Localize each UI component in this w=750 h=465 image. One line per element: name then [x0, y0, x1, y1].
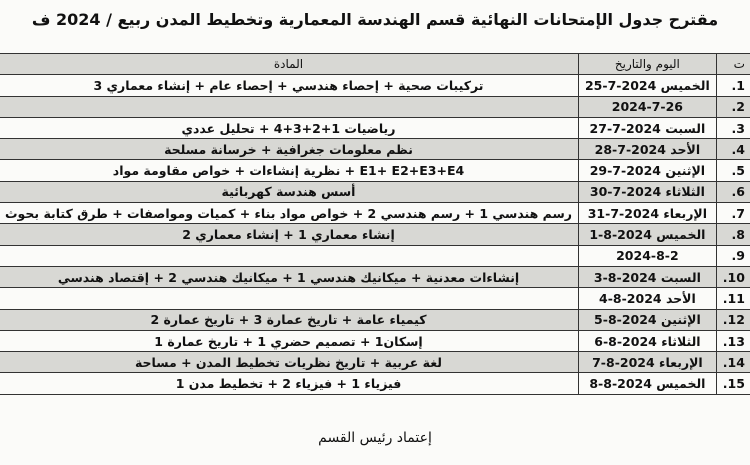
- row-subject: [0, 288, 578, 309]
- document-title: مقترح جدول الإمتحانات النهائية قسم الهندسة المعمارية وتخطيط المدن ربيع / 2024 ف: [31, 10, 719, 29]
- approval-signature-label: إعتماد رئيس القسم: [318, 430, 432, 446]
- row-date: الخميس 2024-7-25: [578, 75, 716, 96]
- row-date: الإثنين 2024-8-5: [578, 309, 716, 330]
- row-number: 8.: [716, 224, 750, 245]
- row-subject: رياضيات 1+2+3+4 + تحليل عددي: [0, 117, 578, 138]
- row-subject: كيمياء عامة + تاريخ عمارة 3 + تاريخ عمارة 2: [0, 309, 578, 330]
- row-number: 10.: [716, 266, 750, 287]
- row-number: 15.: [716, 373, 750, 394]
- row-date: الخميس 2024-8-8: [578, 373, 716, 394]
- row-subject: إنشاءات معدنية + ميكانيك هندسي 1 + ميكانيك هندسي 2 + إقتصاد هندسي: [0, 266, 578, 287]
- table-row: [0, 309, 750, 330]
- row-subject: فيزياء 1 + فيزياء 2 + تخطيط مدن 1: [0, 373, 578, 394]
- row-subject: E1+ E2+E3+E4 + نظرية إنشاءات + خواص مقاومة مواد: [0, 160, 578, 181]
- table-row: [0, 139, 750, 160]
- header-subject: المادة: [0, 54, 578, 75]
- row-date: السبت 2024-7-27: [578, 117, 716, 138]
- table-row: [0, 224, 750, 245]
- row-date: الخميس 2024-8-1: [578, 224, 716, 245]
- row-number: 7.: [716, 203, 750, 224]
- header-number: ت: [716, 54, 750, 75]
- table-row: [0, 203, 750, 224]
- row-number: 3.: [716, 117, 750, 138]
- row-date: الإثنين 2024-7-29: [578, 160, 716, 181]
- row-number: 14.: [716, 352, 750, 373]
- row-date: الإربعاء 2024-7-31: [578, 203, 716, 224]
- table-row: [0, 160, 750, 181]
- row-date: السبت 2024-8-3: [578, 266, 716, 287]
- row-number: 2.: [716, 96, 750, 117]
- row-date: 2024-7-26: [578, 96, 716, 117]
- table-row: [0, 266, 750, 287]
- row-subject: أسس هندسة كهربائية: [0, 181, 578, 202]
- row-subject: [0, 96, 578, 117]
- row-subject: تركيبات صحية + إحصاء هندسي + إحصاء عام + إنشاء معماري 3: [0, 75, 578, 96]
- row-subject: إنشاء معماري 1 + إنشاء معماري 2: [0, 224, 578, 245]
- table-row: [0, 117, 750, 138]
- row-number: 9.: [716, 245, 750, 266]
- row-number: 11.: [716, 288, 750, 309]
- exam-schedule-table: [0, 53, 750, 395]
- row-number: 1.: [716, 75, 750, 96]
- row-subject: لغة عربية + تاريخ نظريات تخطيط المدن + مساحة: [0, 352, 578, 373]
- table-row: [0, 352, 750, 373]
- row-date: 2024-8-2: [578, 245, 716, 266]
- row-date: الثلاثاء 2024-8-6: [578, 330, 716, 351]
- row-number: 5.: [716, 160, 750, 181]
- table-row: [0, 181, 750, 202]
- row-subject: [0, 245, 578, 266]
- row-number: 6.: [716, 181, 750, 202]
- table-row: [0, 288, 750, 309]
- table-row: [0, 75, 750, 96]
- row-subject: إسكان1 + تصميم حضري 1 + تاريخ عمارة 1: [0, 330, 578, 351]
- row-subject: نظم معلومات جغرافية + خرسانة مسلحة: [0, 139, 578, 160]
- table-row: [0, 245, 750, 266]
- table-row: [0, 330, 750, 351]
- row-number: 13.: [716, 330, 750, 351]
- table-row: [0, 96, 750, 117]
- header-date: اليوم والتاريخ: [578, 54, 716, 75]
- table-header-row: [0, 54, 750, 75]
- row-date: الثلاثاء 2024-7-30: [578, 181, 716, 202]
- row-number: 12.: [716, 309, 750, 330]
- row-date: الأحد 2024-8-4: [578, 288, 716, 309]
- row-date: الأحد 2024-7-28: [578, 139, 716, 160]
- row-date: الإربعاء 2024-8-7: [578, 352, 716, 373]
- row-number: 4.: [716, 139, 750, 160]
- row-subject: رسم هندسي 1 + رسم هندسي 2 + خواص مواد بناء + كميات ومواصفات + طرق كتابة بحوث: [0, 203, 578, 224]
- table-row: [0, 373, 750, 394]
